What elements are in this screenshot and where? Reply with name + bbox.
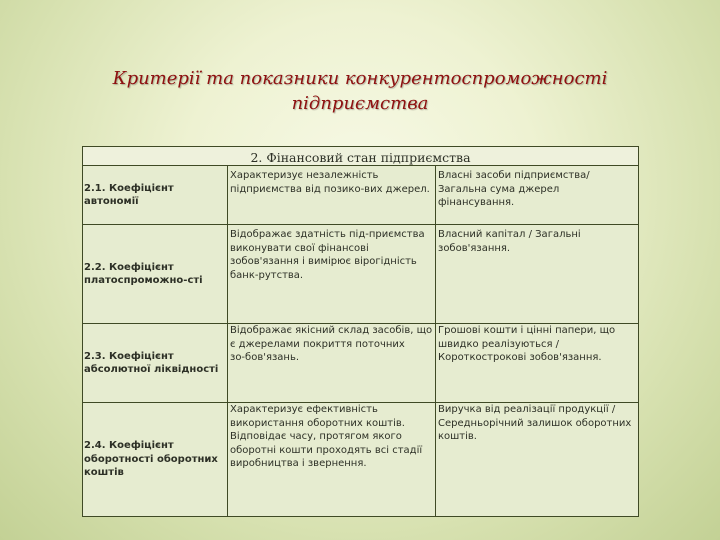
indicator-name-line: абсолютної ліквідності [84,364,219,375]
description-line: Характеризує ефективність [230,404,378,415]
indicator-formula [436,403,639,517]
description-line: виробництва і звернення. [230,458,367,469]
description-line: використання оборотних коштів. [230,417,405,429]
table-header: 2. Фінансовий стан підприємства [83,147,639,166]
description-line: оборотні кошти проходять всі стадії [230,444,423,456]
formula-line: Виручка від реалізації продукції / [438,404,616,415]
indicator-name [83,324,228,403]
indicator-name [83,225,228,324]
indicator-name-line: оборотності оборотних [84,453,218,465]
indicator-name-line: коштів [84,467,124,479]
indicator-formula [436,225,639,324]
formula-line: Власний капітал / Загальні [438,229,581,240]
indicator-description [228,324,436,403]
formula-line: Середньорічний залишок оборотних [438,417,632,429]
formula-line: Грошові кошти і цінні папери, що [438,325,616,336]
criteria-table [82,146,638,516]
description-line: підприємства від позико-вих джерел. [230,183,430,195]
description-line: Відповідає часу, протягом якого [230,431,402,442]
indicator-name [83,403,228,517]
formula-line: швидко реалізуються / [438,338,560,350]
indicator-name-line: платоспроможно-сті [84,275,203,286]
description-line: Відображає якісний склад засобів, що [230,325,433,336]
formula-line: Власні засоби підприємства/ [438,170,590,181]
indicator-name-line: 2.4. Коефіцієнт [84,440,174,452]
slide-title-line-2: підприємства [291,93,429,114]
slide-title-line-1: Критерії та показники конкурентоспроможності [112,68,608,89]
indicator-description [228,403,436,517]
indicator-name-line: 2.1. Коефіцієнт [84,182,174,194]
table-row [83,403,639,517]
description-line: є джерелами покриття поточних [230,338,405,350]
formula-line: Короткострокові зобов'язання. [438,352,602,363]
indicator-name-line: автономії [84,196,139,207]
indicator-name-line: 2.2. Коефіцієнт [84,261,174,273]
indicator-formula [436,166,639,225]
table-row [83,225,639,324]
table-header-row [83,147,639,166]
indicator-name [83,166,228,225]
table-row [83,324,639,403]
description-line: Відображає здатність під-приємства [230,229,425,240]
indicator-formula [436,324,639,403]
indicator-description [228,225,436,324]
formula-line: коштів. [438,431,477,442]
indicator-name-line: 2.3. Коефіцієнт [84,350,174,362]
table-row [83,166,639,225]
description-line: зо-бов'язань. [230,352,300,363]
description-line: банк-рутства. [230,269,304,281]
formula-line: Загальна сума джерел фінансування. [438,183,560,208]
slide-title [60,66,660,116]
description-line: зобов'язання і вимірює вірогідність [230,256,417,267]
description-line: Характеризує незалежність [230,170,379,181]
formula-line: зобов'язання. [438,242,511,254]
indicator-description [228,166,436,225]
description-line: виконувати свої фінансові [230,242,369,254]
